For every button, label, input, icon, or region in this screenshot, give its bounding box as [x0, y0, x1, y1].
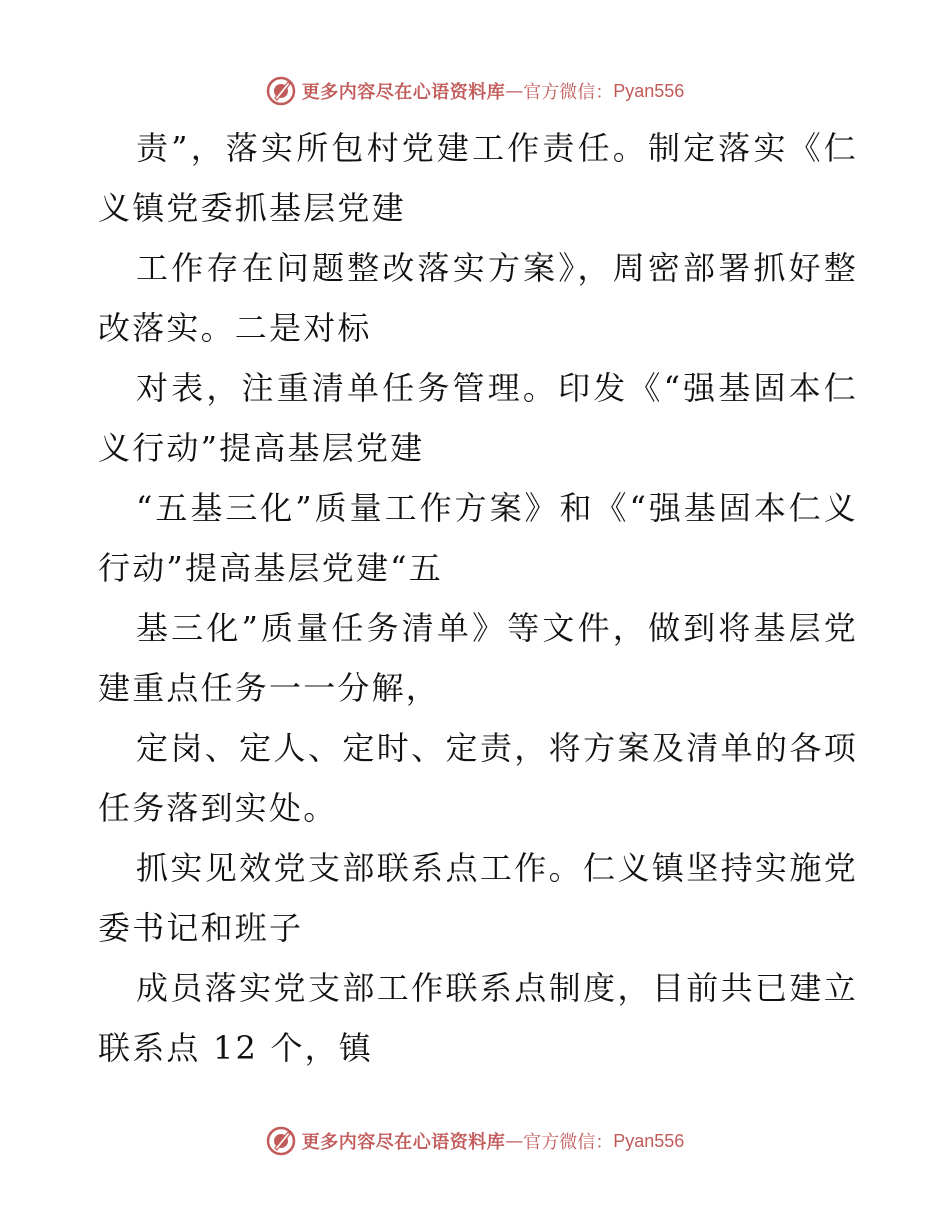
- document-body: [98, 118, 858, 1078]
- paragraph-4: “五基三化”质量工作方案》和《“强基固本仁义行动”提高基层党建“五: [98, 489, 858, 587]
- footer-dash: —: [505, 1130, 524, 1152]
- paragraph-2: 工作存在问题整改落实方案》，周密部署抓好整改落实。二是对标: [98, 249, 858, 347]
- header-wechat-label: 官方微信：: [523, 82, 614, 103]
- footer-wechat-id: Pyan556: [613, 1130, 685, 1151]
- page-header: [0, 74, 950, 108]
- header-dash: —: [505, 80, 524, 102]
- brand-logo-icon: [266, 1126, 296, 1156]
- paragraph-1: 责”，落实所包村党建工作责任。制定落实《仁义镇党委抓基层党建: [98, 129, 858, 227]
- paragraph-8: 成员落实党支部工作联系点制度，目前共已建立联系点 12 个，镇: [98, 969, 858, 1067]
- paragraph-5: 基三化”质量任务清单》等文件，做到将基层党建重点任务一一分解，: [98, 609, 858, 707]
- paragraph-7: 抓实见效党支部联系点工作。仁义镇坚持实施党委书记和班子: [98, 849, 858, 947]
- paragraph-6: 定岗、定人、定时、定责，将方案及清单的各项任务落到实处。: [98, 729, 858, 827]
- brand-logo-icon: [266, 76, 296, 106]
- footer-wechat-label: 官方微信：: [523, 1132, 614, 1153]
- header-brand-text: 更多内容尽在心语资料库: [301, 82, 506, 103]
- paragraph-3: 对表，注重清单任务管理。印发《“强基固本仁义行动”提高基层党建: [98, 369, 858, 467]
- footer-brand-text: 更多内容尽在心语资料库: [301, 1132, 506, 1153]
- header-wechat-id: Pyan556: [613, 80, 685, 101]
- page-footer: [0, 1124, 950, 1158]
